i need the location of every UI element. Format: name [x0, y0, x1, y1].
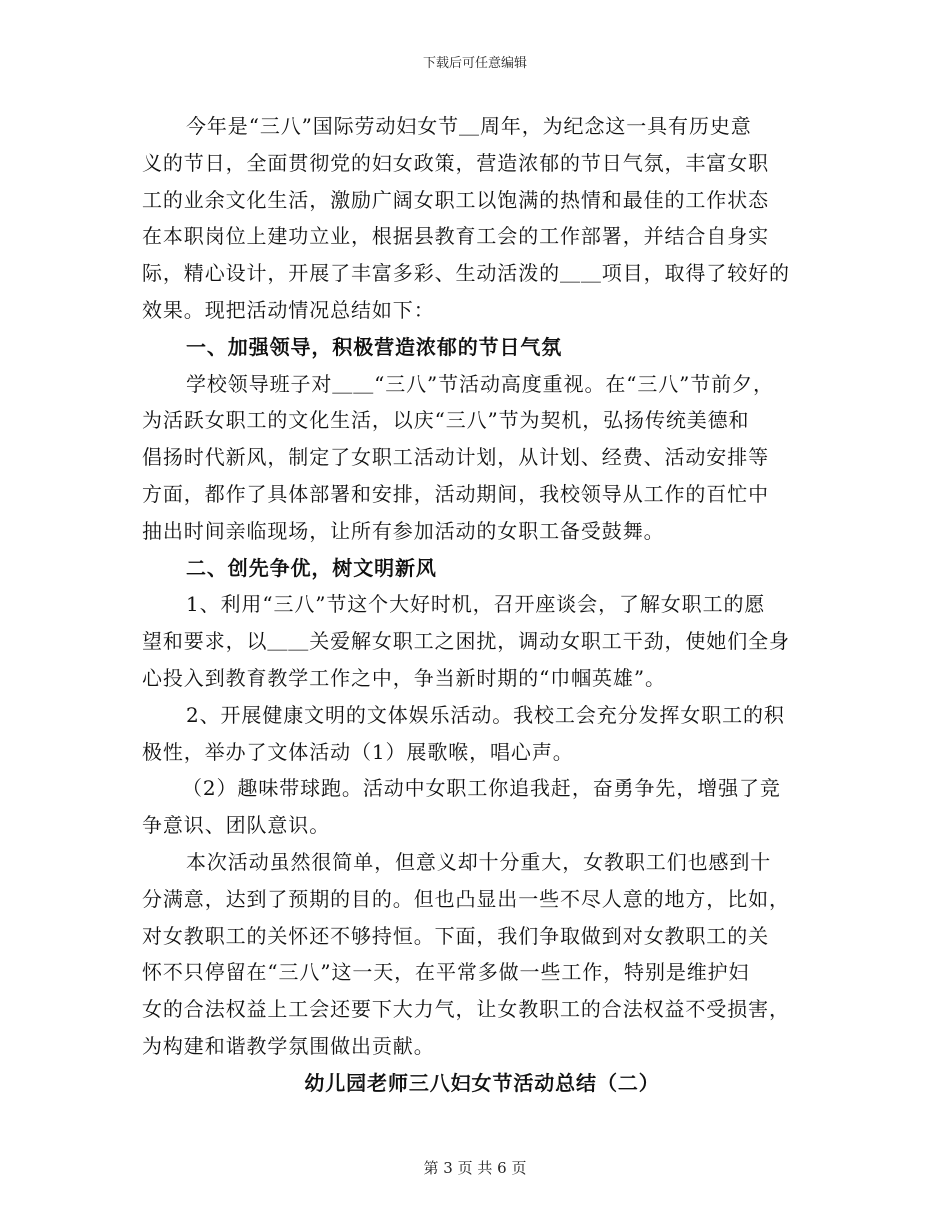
page-footer: 第 3 页 共 6 页 — [423, 1159, 527, 1177]
paragraph-line: 心投入到教育教学工作之中，争当新时期的“巾帼英雄”。 — [142, 665, 666, 690]
paragraph-line: 2、开展健康文明的文体娱乐活动。我校工会充分发挥女职工的积 — [186, 702, 785, 727]
paragraph-line: 义的节日，全面贯彻党的妇女政策，营造浓郁的节日气氛，丰富女职 — [142, 150, 769, 175]
paragraph-line: 工的业余文化生活，激励广阔女职工以饱满的热情和最佳的工作状态 — [142, 187, 769, 212]
paragraph-line: 今年是“三八”国际劳动妇女节＿周年，为纪念这一具有历史意 — [186, 114, 752, 138]
document-title: 幼儿园老师三八妇女节活动总结（二） — [304, 1070, 660, 1095]
paragraph-line: 争意识、团队意识。 — [142, 813, 331, 838]
page-header: 下载后可任意编辑 — [422, 56, 527, 71]
paragraph-line: 际，精心设计，开展了丰富多彩、生动活泼的＿＿项目，取得了较好的 — [142, 261, 790, 286]
paragraph-line: 对女教职工的关怀还不够持恒。下面，我们争取做到对女教职工的关 — [142, 923, 769, 948]
paragraph-line: 女的合法权益上工会还要下大力气，让女教职工的合法权益不受损害， — [142, 997, 790, 1022]
paragraph-line: 方面，都作了具体部署和安排，活动期间，我校领导从工作的百忙中 — [142, 481, 769, 506]
section-heading: 一、加强领导，积极营造浓郁的节日气氛 — [186, 334, 563, 359]
paragraph-line: 望和要求，以＿＿关爱解女职工之困扰，调动女职工干劲，使她们全身 — [142, 629, 790, 654]
paragraph-line: 1、利用“三八”节这个大好时机，召开座谈会，了解女职工的愿 — [186, 592, 766, 617]
paragraph-line: 为构建和谐教学氛围做出贡献。 — [142, 1033, 435, 1058]
paragraph-line: 分满意，达到了预期的目的。但也凸显出一些不尽人意的地方，比如， — [142, 886, 790, 911]
paragraph-line: 怀不只停留在“三八”这一天，在平常多做一些工作，特别是维护妇 — [142, 960, 750, 985]
paragraph-line: 在本职岗位上建功立业，根据县教育工会的工作部署，并结合自身实 — [142, 224, 769, 249]
paragraph-line: 为活跃女职工的文化生活，以庆“三八”节为契机，弘扬传统美德和 — [142, 408, 750, 433]
paragraph-line: 抽出时间亲临现场，让所有参加活动的女职工备受鼓舞。 — [142, 518, 665, 543]
paragraph-line: 本次活动虽然很简单，但意义却十分重大，女教职工们也感到十 — [186, 849, 772, 874]
paragraph-line: （2）趣味带球跑。活动中女职工你追我赶，奋勇争先，增强了竞 — [182, 776, 781, 801]
paragraph-line: 倡扬时代新风，制定了女职工活动计划，从计划、经费、活动安排等 — [142, 445, 769, 470]
paragraph-line: 效果。现把活动情况总结如下： — [142, 297, 435, 322]
paragraph-line: 极性，举办了文体活动（1）展歌喉，唱心声。 — [142, 739, 574, 764]
section-heading: 二、创先争优，树文明新风 — [186, 555, 437, 580]
document-body — [142, 108, 812, 1102]
paragraph-line: 学校领导班子对＿＿“三八”节活动高度重视。在“三八”节前夕， — [186, 371, 774, 396]
